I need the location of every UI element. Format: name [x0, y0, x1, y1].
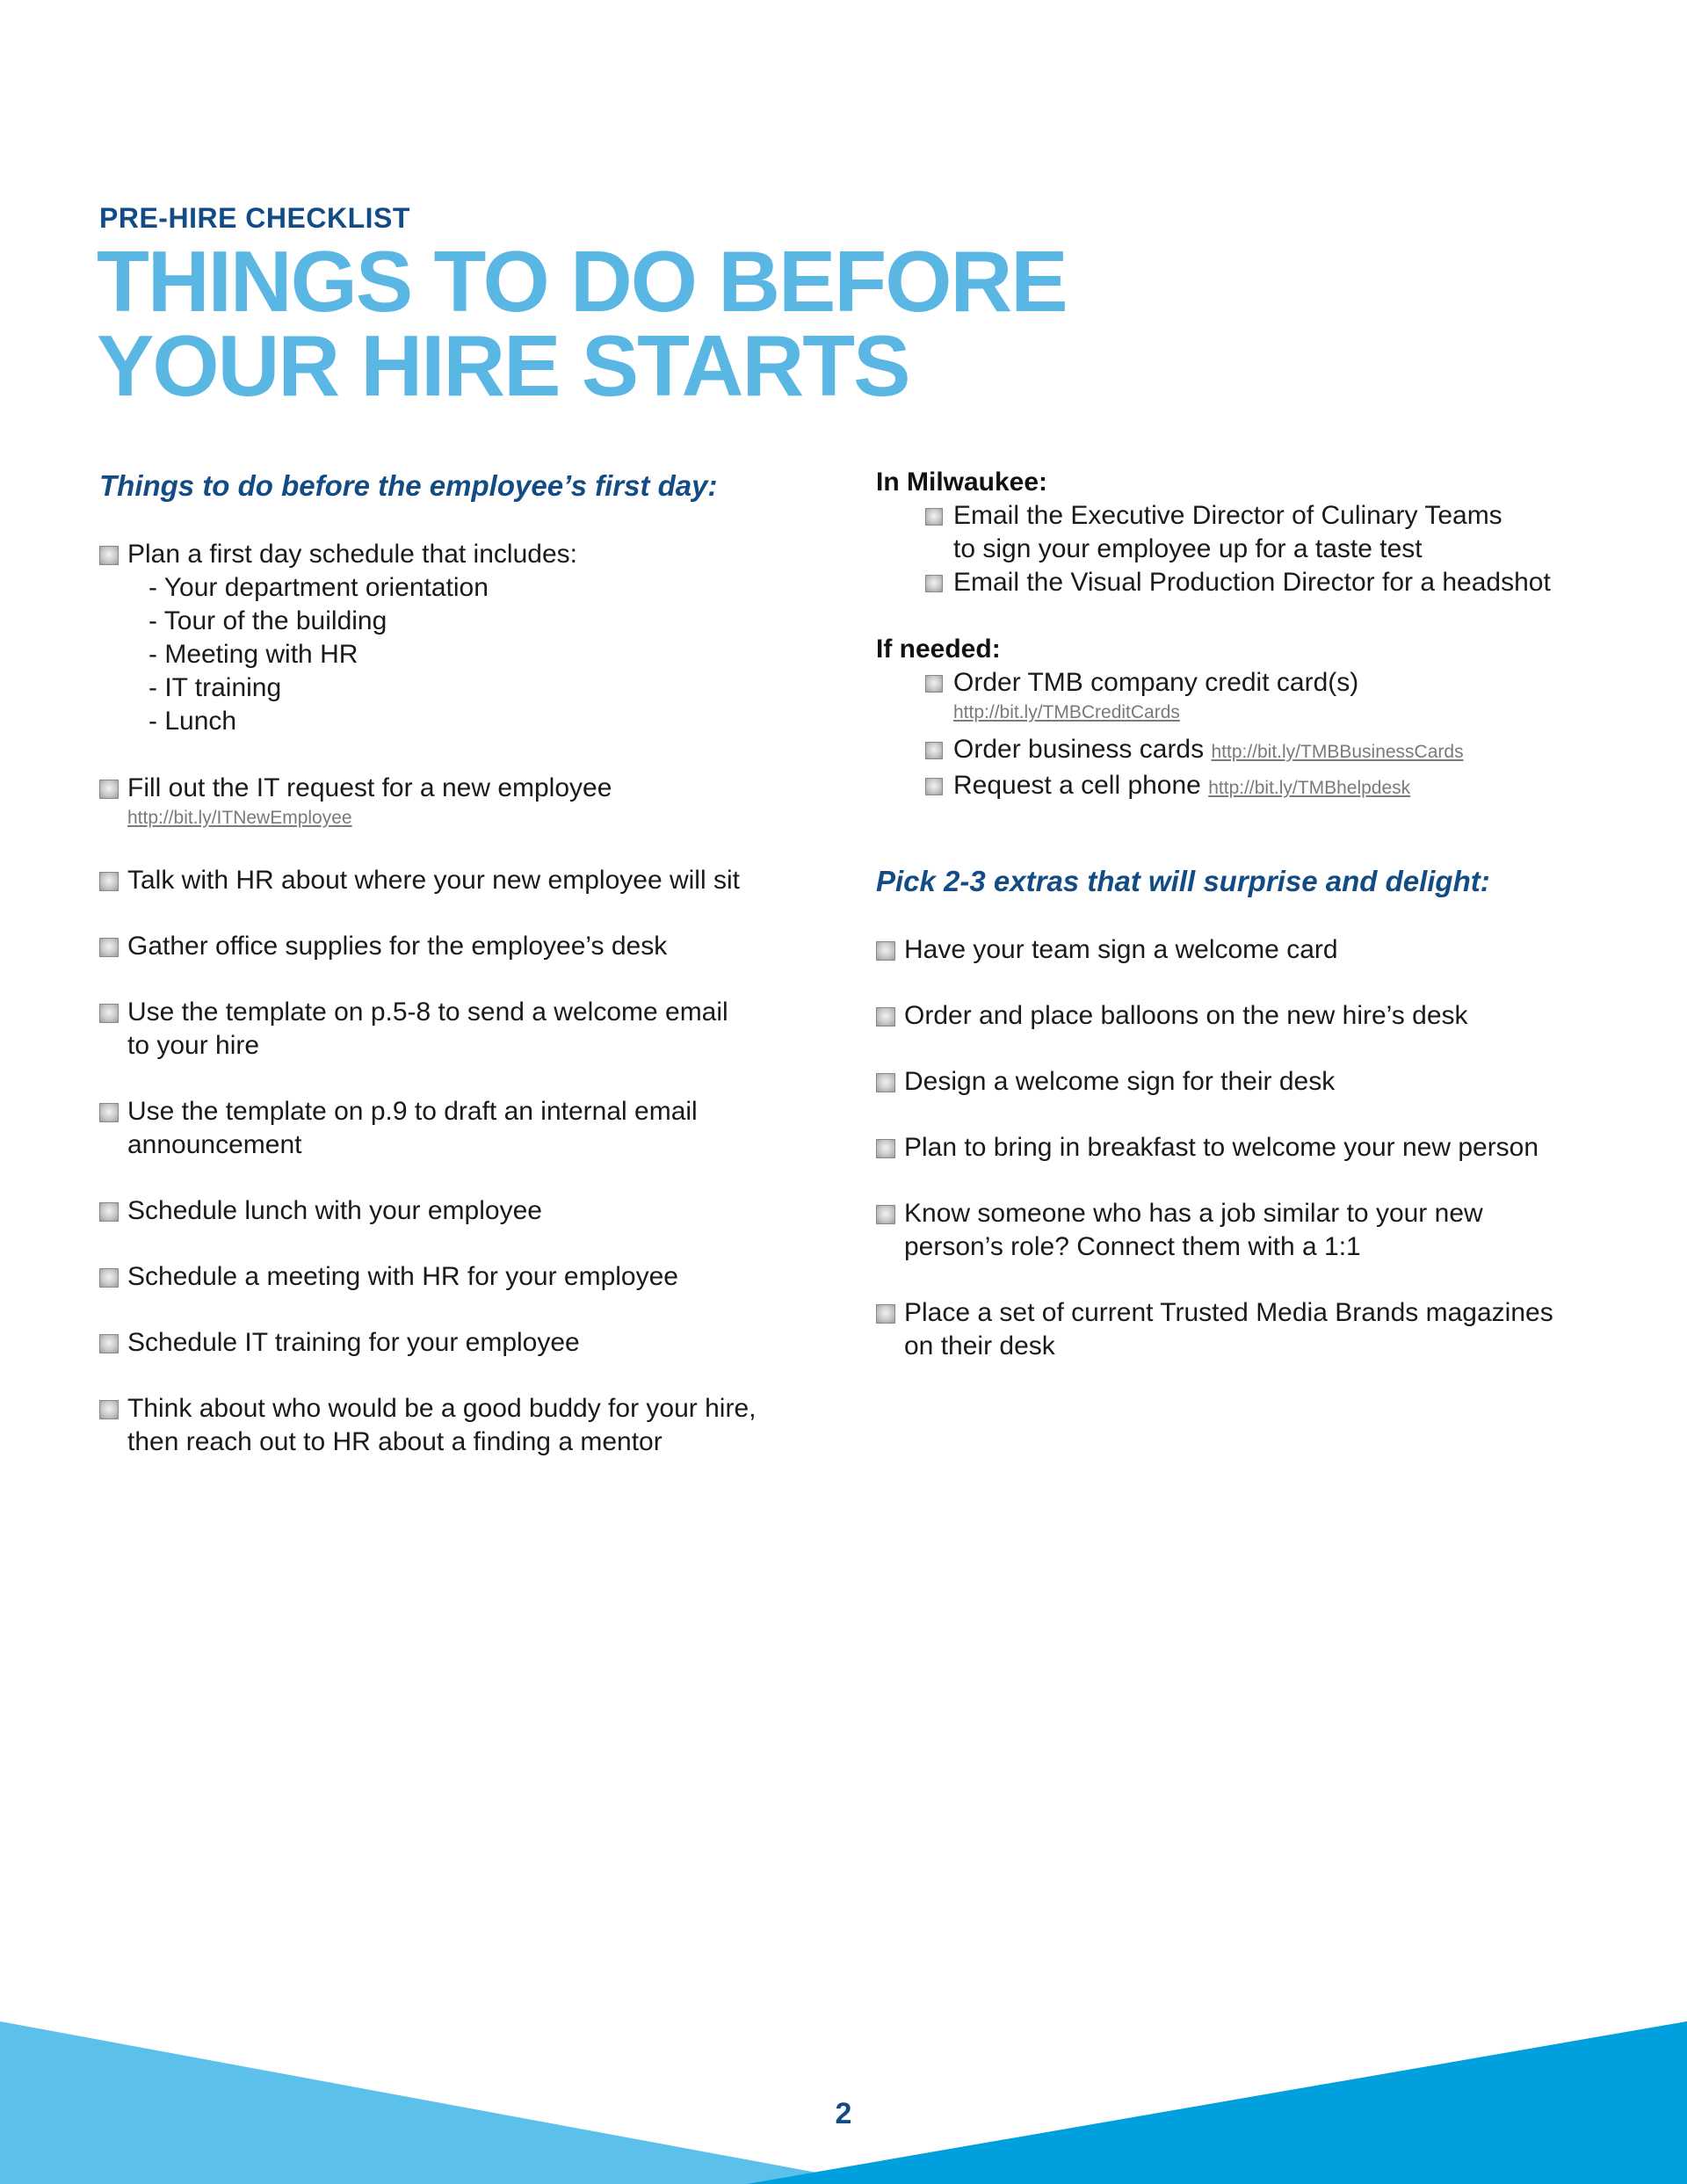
section-label: PRE-HIRE CHECKLIST	[99, 202, 410, 234]
list-item: - Tour of the building	[148, 606, 387, 635]
checklist-item-welcome-sign	[876, 1065, 1596, 1099]
cell-phone-link[interactable]: http://bit.ly/TMBhelpdesk	[1208, 778, 1411, 798]
checklist-item-culinary	[925, 499, 1596, 566]
checklist-item-magazines	[876, 1296, 1596, 1363]
item-label: Email the Visual Production Director for a headshot	[953, 568, 1551, 597]
checkbox-icon[interactable]	[99, 1004, 119, 1023]
list-item: - Meeting with HR	[148, 640, 358, 669]
first-day-heading: Things to do before the employee’s first day:	[99, 469, 718, 502]
checkbox-icon[interactable]	[99, 1400, 119, 1419]
checkbox-icon[interactable]	[876, 1073, 895, 1092]
item-label-line-2: on their desk	[904, 1331, 1055, 1360]
item-label-line-2: to your hire	[127, 1031, 260, 1060]
list-item: - Lunch	[148, 707, 237, 736]
checkbox-icon[interactable]	[876, 1007, 895, 1027]
item-label: Order and place balloons on the new hire’s desk	[904, 1001, 1468, 1030]
checkbox-icon[interactable]	[876, 941, 895, 961]
checkbox-icon[interactable]	[925, 742, 943, 759]
item-label-line-1: Use the template on p.5-8 to send a welcome email	[127, 998, 728, 1027]
checkbox-icon[interactable]	[99, 1334, 119, 1353]
checkbox-icon[interactable]	[99, 780, 119, 799]
checklist-item-talk-hr	[99, 864, 820, 897]
checkbox-icon[interactable]	[925, 508, 943, 526]
checklist-item-it-training	[99, 1326, 820, 1360]
checklist-item-lunch	[99, 1194, 820, 1228]
checkbox-icon[interactable]	[925, 575, 943, 592]
list-item: - IT training	[148, 673, 282, 702]
item-label: Schedule lunch with your employee	[127, 1196, 542, 1225]
right-column	[876, 466, 1596, 1363]
checklist-item-office-supplies	[99, 930, 820, 963]
checkbox-icon[interactable]	[99, 1268, 119, 1288]
checkbox-icon[interactable]	[925, 778, 943, 795]
first-day-sublist	[127, 571, 820, 738]
checklist-item-hr-meeting	[99, 1260, 820, 1294]
checklist-item-business-cards	[925, 733, 1596, 769]
item-label-line-1: Place a set of current Trusted Media Brands magazines	[904, 1298, 1553, 1327]
checklist-item-cell-phone	[925, 769, 1596, 805]
item-label: Have your team sign a welcome card	[904, 935, 1338, 964]
checklist-item-headshot	[925, 566, 1596, 599]
checkbox-icon[interactable]	[925, 675, 943, 693]
item-label: Schedule IT training for your employee	[127, 1328, 580, 1357]
checkbox-icon[interactable]	[876, 1205, 895, 1224]
item-label: Fill out the IT request for a new employee	[127, 773, 612, 802]
checklist-item-breakfast	[876, 1131, 1596, 1165]
extras-heading: Pick 2-3 extras that will surprise and delight:	[876, 865, 1490, 897]
item-label-line-1: Know someone who has a job similar to your new	[904, 1199, 1483, 1228]
checklist-item-buddy	[99, 1392, 820, 1459]
if-needed-heading: If needed:	[876, 635, 1001, 664]
item-label: Plan a first day schedule that includes:	[127, 540, 577, 569]
checkbox-icon[interactable]	[99, 546, 119, 565]
item-label: Order business cards	[953, 735, 1205, 764]
item-label: Talk with HR about where your new employee will sit	[127, 866, 740, 895]
checkbox-icon[interactable]	[99, 1202, 119, 1222]
business-cards-link[interactable]: http://bit.ly/TMBBusinessCards	[1211, 742, 1464, 762]
checklist-item-welcome-card	[876, 933, 1596, 967]
checkbox-icon[interactable]	[99, 872, 119, 891]
item-label: Order TMB company credit card(s)	[953, 668, 1359, 697]
checkbox-icon[interactable]	[99, 938, 119, 957]
checklist-item-it-request	[99, 772, 820, 831]
list-item: - Your department orientation	[148, 573, 489, 602]
checklist-item-welcome-email	[99, 996, 820, 1063]
checklist-item-connect	[876, 1197, 1596, 1264]
checklist-item-internal-email	[99, 1095, 820, 1162]
item-label: Design a welcome sign for their desk	[904, 1067, 1336, 1096]
checklist-item-first-day-schedule	[99, 538, 820, 738]
milwaukee-heading: In Milwaukee:	[876, 468, 1048, 497]
page-title-line-1: THINGS TO DO BEFORE	[97, 233, 1067, 330]
page-title	[97, 233, 1067, 414]
checkbox-icon[interactable]	[99, 1103, 119, 1122]
checkbox-icon[interactable]	[876, 1304, 895, 1324]
item-label-line-1: Use the template on p.9 to draft an internal email	[127, 1097, 698, 1126]
page-number: 2	[835, 2097, 852, 2130]
item-label: Gather office supplies for the employee’s desk	[127, 932, 668, 961]
item-label-line-2: to sign your employee up for a taste test	[953, 534, 1423, 563]
checkbox-icon[interactable]	[876, 1139, 895, 1158]
item-label: Request a cell phone	[953, 771, 1201, 800]
checklist-item-balloons	[876, 999, 1596, 1033]
item-label: Schedule a meeting with HR for your employee	[127, 1262, 678, 1291]
left-column	[99, 466, 820, 1459]
checklist-item-credit-card	[925, 666, 1596, 726]
item-label-line-2: person’s role? Connect them with a 1:1	[904, 1232, 1361, 1261]
credit-card-link[interactable]: http://bit.ly/TMBCreditCards	[953, 702, 1180, 722]
item-label-line-1: Think about who would be a good buddy for your hire,	[127, 1394, 757, 1423]
item-label-line-2: announcement	[127, 1130, 302, 1159]
item-label: Plan to bring in breakfast to welcome your new person	[904, 1133, 1539, 1162]
page-title-line-2: YOUR HIRE STARTS	[97, 317, 909, 414]
item-label-line-2: then reach out to HR about a finding a mentor	[127, 1427, 662, 1456]
item-label-line-1: Email the Executive Director of Culinary Teams	[953, 501, 1502, 530]
it-request-link[interactable]: http://bit.ly/ITNewEmployee	[127, 808, 352, 828]
